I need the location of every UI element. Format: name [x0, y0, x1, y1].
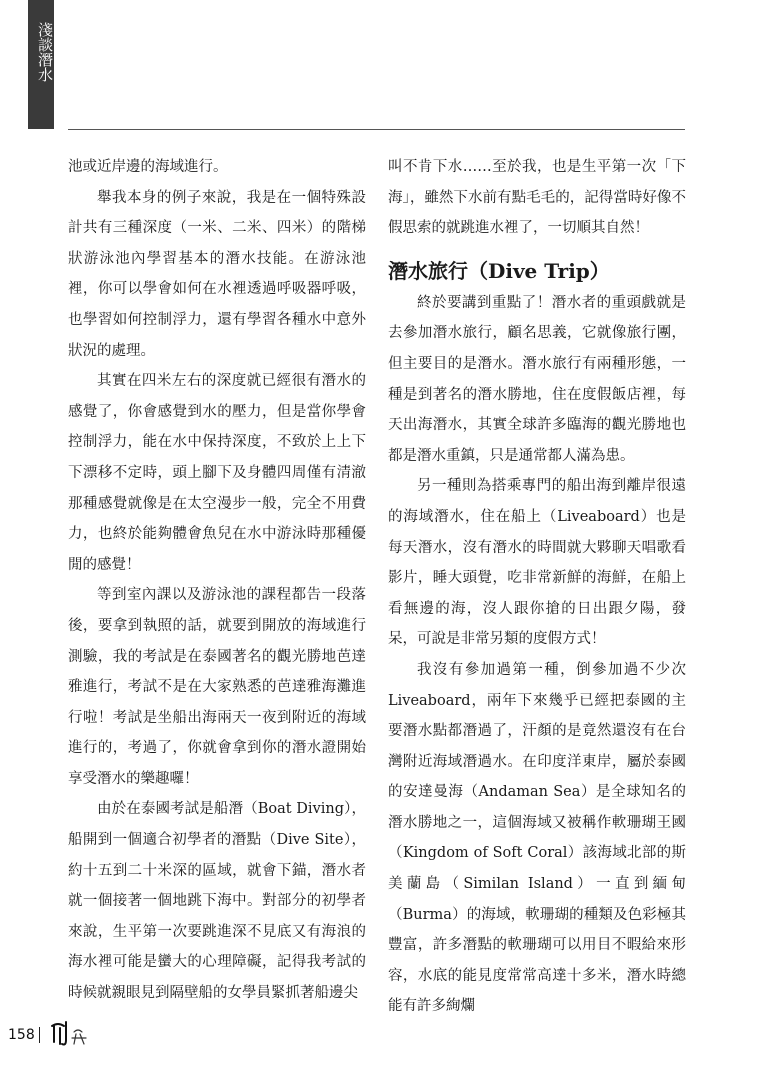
right-column-body — [388, 288, 686, 1022]
paragraph: 另一種則為搭乘專門的船出海到離岸很遠的海域潛水，住在船上（Liveaboard）也是每天潛水，沒有潛水的時間就大夥聊天唱歌看影片，睡大頭覺，吃非常新鮮的海鮮，在船上看無邊的海，沒人跟你搶的日出跟夕陽，發呆，可說是非常另類的度假方式！ — [388, 478, 686, 648]
header-rule — [68, 129, 685, 130]
page-footer — [8, 1020, 92, 1050]
magazine-logo — [48, 1018, 92, 1052]
paragraph: 其實在四米左右的深度就已經很有潛水的感覺了，你會感覺到水的壓力，但是當你學會控制浮力，能在水中保持深度，不致於上上下下漂移不定時，頭上腳下及身體四周僅有清澈那種感覺就像是在太空漫步一般，完全不用費力，也終於能夠體會魚兒在水中游泳時那種優閒的感覺！ — [68, 373, 366, 573]
paragraph: 我沒有參加過第一種，倒參加過不少次Liveaboard，兩年下來幾乎已經把泰國的主要潛水點都潛過了，汗顏的是竟然還沒有在台灣附近海域潛過水。在印度洋東岸，屬於泰國的安達曼海（Andaman Sea）是全球知名的潛水勝地之一，這個海域又被稱作軟珊瑚王國（Kingdom of Soft Coral）該海域北部的斯美蘭島（Similan Island）一直到緬甸（Burma）的海域，軟珊瑚的種類及色彩極其豐富，許多潛點的軟珊瑚可以用目不暇給來形容，水底的能見度常常高達十多米，潛水時總能有許多絢爛 — [388, 661, 686, 1015]
page-number: 158 — [8, 1027, 35, 1043]
paragraph: 池或近岸邊的海域進行。 — [68, 159, 228, 175]
left-column — [68, 152, 366, 1009]
footer-divider — [39, 1027, 40, 1043]
section-tab — [28, 0, 54, 129]
paragraph: 等到室內課以及游泳池的課程都告一段落後，要拿到執照的話，就要到開放的海域進行測驗，我的考試是在泰國著名的觀光勝地芭達雅進行，考試不是在大家熟悉的芭達雅海灘進行啦！考試是坐船出海兩天一夜到附近的海域進行的，考過了，你就會拿到你的潛水證開始享受潛水的樂趣囉！ — [68, 587, 366, 787]
section-heading: 潛水旅行（Dive Trip） — [388, 258, 610, 283]
paragraph: 終於要講到重點了！潛水者的重頭戲就是去參加潛水旅行，顧名思義，它就像旅行團，但主要目的是潛水。潛水旅行有兩種形態，一種是到著名的潛水勝地，住在度假飯店裡，每天出海潛水，其實全球許多臨海的觀光勝地也都是潛水重鎮，只是通常都人滿為患。 — [388, 294, 686, 464]
right-column — [388, 152, 686, 1022]
paragraph: 由於在泰國考試是船潛（Boat Diving），船開到一個適合初學者的潛點（Dive Site），約十五到二十米深的區域，就會下錨，潛水者就一個接著一個地跳下海中。對部分的初學者來說，生平第一次要跳進深不見底又有海浪的海水裡可能是蠻大的心理障礙，記得我考試的時候就親眼見到隔壁船的女學員緊抓著船邊尖 — [68, 801, 366, 1002]
paragraph: 舉我本身的例子來說，我是在一個特殊設計共有三種深度（一米、二米、四米）的階梯狀游泳池內學習基本的潛水技能。在游泳池裡，你可以學會如何在水裡透過呼吸器呼吸，也學習如何控制浮力，還有學習各種水中意外狀況的處理。 — [68, 189, 366, 359]
right-column-continuation: 叫不肯下水……至於我，也是生平第一次「下海」，雖然下水前有點毛毛的，記得當時好像不假思索的就跳進水裡了，一切順其自然！ — [388, 159, 686, 237]
section-tab-label: 淺談潛水 — [36, 22, 54, 82]
